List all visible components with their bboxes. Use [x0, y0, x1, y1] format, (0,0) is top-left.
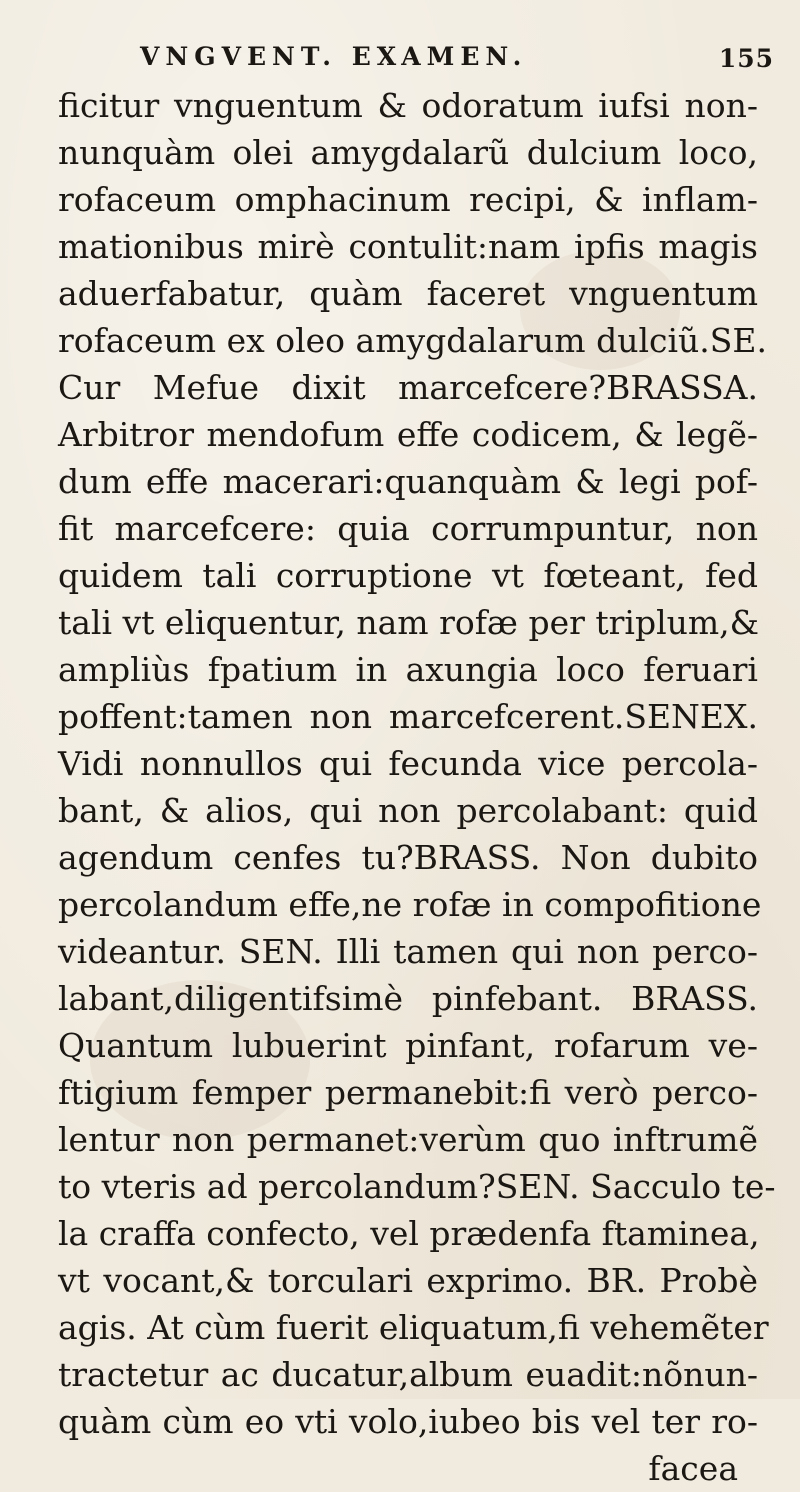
text-line: tali vt eliquentur, nam rofæ per triplum,& — [58, 603, 760, 642]
text-line: aduerfabatur, quàm faceret vnguentum — [58, 274, 758, 313]
catchword: facea — [648, 1449, 738, 1488]
running-head: VNGVENT. EXAMEN. — [140, 42, 528, 71]
text-line: percolandum effe,ne rofæ in compofitione — [58, 885, 762, 924]
text-line: agendum cenfes tu?BRASS. Non dubito — [58, 838, 758, 877]
text-line: dum effe macerari:quanquàm & legi pof- — [58, 462, 758, 501]
text-line: fit marcefcere: quia corrumpuntur, non — [58, 509, 758, 548]
text-line: Cur Mefue dixit marcefcere?BRASSA. — [58, 368, 758, 407]
page-number: 155 — [718, 44, 774, 73]
text-line: nunquàm olei amygdalarũ dulcium loco, — [58, 133, 758, 172]
text-line: to vteris ad percolandum?SEN. Sacculo te- — [58, 1167, 776, 1206]
text-line: lentur non permanet:verùm quo inftrumẽ — [58, 1120, 758, 1159]
text-line: Quantum lubuerint pinfant, rofarum ve- — [58, 1026, 758, 1065]
page-header — [60, 38, 780, 82]
text-line: ampliùs fpatium in axungia loco feruari — [58, 650, 758, 689]
text-line: agis. At cùm fuerit eliquatum,fi vehemẽter — [58, 1308, 769, 1347]
text-line: tractetur ac ducatur,album euadit:nõnun- — [58, 1355, 758, 1394]
text-line: poffent:tamen non marcefcerent.SENEX. — [58, 697, 758, 736]
text-line: rofaceum ex oleo amygdalarum dulciũ.SE. — [58, 321, 767, 360]
text-line: rofaceum omphacinum recipi, & inflam- — [58, 180, 758, 219]
text-line: Arbitror mendofum effe codicem, & legẽ- — [58, 415, 758, 454]
text-line: la craffa confecto, vel prædenfa ftaminea, — [58, 1214, 760, 1253]
body-text — [58, 82, 776, 1492]
text-line: labant,diligentifsimè pinfebant. BRASS. — [58, 979, 758, 1018]
text-line: quidem tali corruptione vt fœteant, fed — [58, 556, 758, 595]
text-line: videantur. SEN. Illi tamen qui non perco- — [58, 932, 758, 971]
text-line: Vidi nonnullos qui fecunda vice percola- — [58, 744, 758, 783]
text-line: ficitur vnguentum & odoratum iufsi non- — [58, 86, 758, 125]
text-line: ftigium femper permanebit:fi verò perco- — [58, 1073, 758, 1112]
text-line: quàm cùm eo vti volo,iubeo bis vel ter ro- — [58, 1402, 758, 1441]
text-line: bant, & alios, qui non percolabant: quid — [58, 791, 758, 830]
text-line: mationibus mirè contulit:nam ipfis magis — [58, 227, 758, 266]
text-line: vt vocant,& torculari exprimo. BR. Probè — [58, 1261, 758, 1300]
